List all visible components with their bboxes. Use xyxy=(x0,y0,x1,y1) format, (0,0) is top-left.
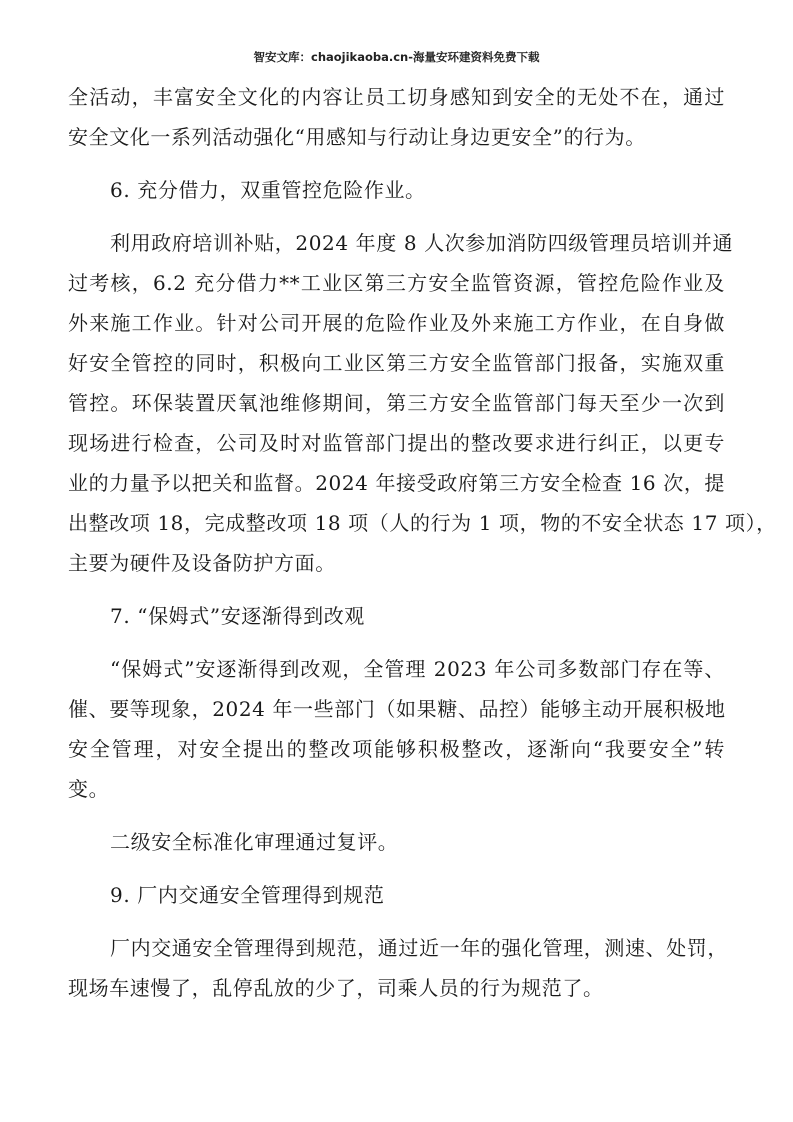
paragraph-dual-control xyxy=(68,223,777,583)
paragraph-standardization xyxy=(68,822,725,862)
text-line: 过考核，6.2 充分借力**工业区第三方安全监管资源，管控危险作业及 xyxy=(68,271,725,295)
section-heading-6 xyxy=(68,170,725,210)
text-line: 二级安全标准化审理通过复评。 xyxy=(110,830,399,854)
text-line: 安全管理，对安全提出的整改项能够积极整改，逐渐向“我要安全”转 xyxy=(68,737,725,761)
text-line: 全活动，丰富安全文化的内容让员工切身感知到安全的无处不在，通过 xyxy=(68,85,725,109)
paragraph-traffic xyxy=(68,928,728,1008)
paragraph-safety-culture xyxy=(68,77,725,157)
text-line: 厂内交通安全管理得到规范，通过近一年的强化管理，测速、处罚， xyxy=(110,936,728,960)
document-body xyxy=(68,77,777,1008)
text-line: 安全文化一系列活动强化“用感知与行动让身边更安全”的行为。 xyxy=(68,125,646,149)
section-heading-7 xyxy=(68,596,725,636)
text-line: 外来施工作业。针对公司开展的危险作业及外来施工方作业，在自身做 xyxy=(68,311,725,335)
paragraph-nanny-style xyxy=(68,649,725,809)
page-header-watermark: 智安文库：chaojikaoba.cn-海量安环建资料免费下载 xyxy=(253,50,540,64)
text-line: 现场车速慢了，乱停乱放的少了，司乘人员的行为规范了。 xyxy=(68,976,604,1000)
text-line: 利用政府培训补贴，2024 年度 8 人次参加消防四级管理员培训并通 xyxy=(110,231,734,255)
text-line: 变。 xyxy=(68,777,110,801)
heading-text: 9. 厂内交通安全管理得到规范 xyxy=(110,883,385,907)
section-heading-9 xyxy=(68,875,725,915)
text-line: 催、要等现象，2024 年一些部门（如果糖、品控）能够主动开展积极地 xyxy=(68,697,726,721)
text-line: 出整改项 18，完成整改项 18 项（人的行为 1 项，物的不安全状态 17 项）， xyxy=(68,511,777,535)
heading-text: 6. 充分借力，双重管控危险作业。 xyxy=(110,178,426,202)
text-line: 现场进行检查，公司及时对监管部门提出的整改要求进行纠正，以更专 xyxy=(68,431,725,455)
text-line: 业的力量予以把关和监督。2024 年接受政府第三方安全检查 16 次，提 xyxy=(68,471,726,495)
text-line: 管控。环保装置厌氧池维修期间，第三方安全监管部门每天至少一次到 xyxy=(68,391,725,415)
text-line: 好安全管控的同时，积极向工业区第三方安全监管部门报备，实施双重 xyxy=(68,351,725,375)
heading-text: 7. “保姆式”安逐渐得到改观 xyxy=(110,604,365,628)
text-line: 主要为硬件及设备防护方面。 xyxy=(68,551,336,575)
text-line: “保姆式”安逐渐得到改观，全管理 2023 年公司多数部门存在等、 xyxy=(110,657,725,681)
